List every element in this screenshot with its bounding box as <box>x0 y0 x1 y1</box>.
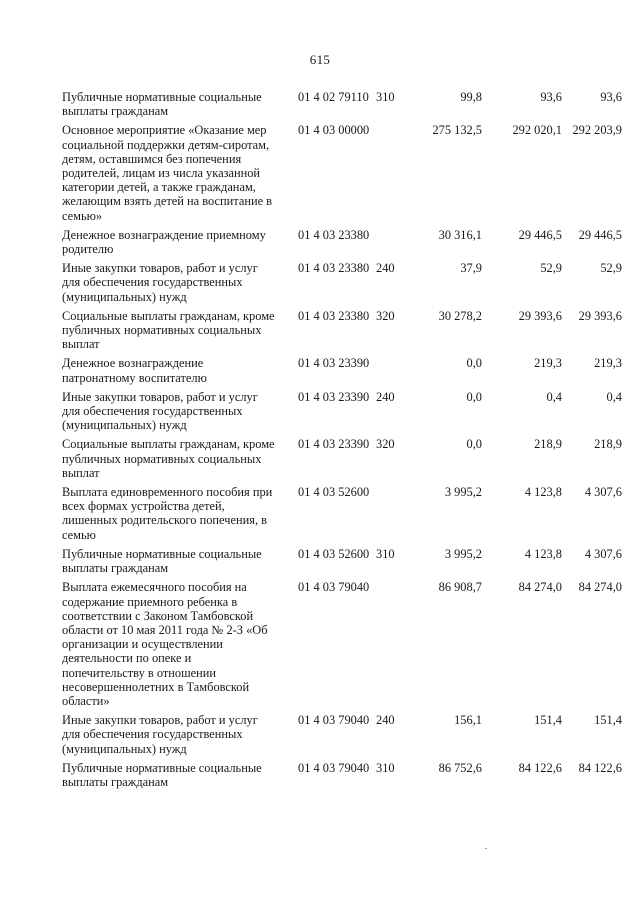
row-value-1: 0,0 <box>466 437 482 452</box>
scan-speck <box>485 848 487 849</box>
row-value-2: 84 274,0 <box>518 580 562 595</box>
row-value-2: 29 446,5 <box>518 227 562 242</box>
row-value-3: 0,4 <box>606 389 622 404</box>
row-code: 01 4 03 00000 <box>298 123 370 138</box>
budget-table <box>62 90 622 794</box>
row-expense-type: 240 <box>376 713 395 728</box>
row-value-1: 3 995,2 <box>444 546 482 561</box>
row-code: 01 4 03 23390 <box>298 389 370 404</box>
table-row <box>62 485 622 542</box>
row-name: Социальные выплаты гражданам, кроме публичных нормативных социальных выплат <box>62 308 275 352</box>
row-value-2: 0,4 <box>546 389 562 404</box>
row-value-3: 4 307,6 <box>584 546 622 561</box>
row-code: 01 4 03 23390 <box>298 437 370 452</box>
row-name: Выплата ежемесячного пособия на содержание приемного ребенка в соответствии с Законом Тамбовской области от 10 мая 2011 года № 2-З «Об организации и осуществлении деятельности по опеке и попечительству в отношении несовершеннолетних в Тамбовской области» <box>62 580 268 708</box>
row-code: 01 4 03 52600 <box>298 546 370 561</box>
row-value-2: 219,3 <box>534 356 562 371</box>
row-expense-type: 320 <box>376 437 395 452</box>
row-code: 01 4 03 52600 <box>298 485 370 500</box>
row-value-2: 84 122,6 <box>518 760 562 775</box>
row-value-2: 292 020,1 <box>512 123 562 138</box>
row-value-3: 29 393,6 <box>578 308 622 323</box>
row-value-3: 218,9 <box>594 437 622 452</box>
row-value-2: 4 123,8 <box>524 485 562 500</box>
row-name: Публичные нормативные социальные выплаты гражданам <box>62 90 262 119</box>
row-expense-type: 310 <box>376 90 395 104</box>
page-number: 615 <box>309 52 331 67</box>
row-value-3: 84 274,0 <box>578 580 622 595</box>
row-value-1: 99,8 <box>460 90 482 104</box>
row-name: Иные закупки товаров, работ и услуг для обеспечения государственных (муниципальных) нужд <box>62 713 258 756</box>
row-expense-type: 310 <box>376 760 395 775</box>
row-value-1: 275 132,5 <box>432 123 482 138</box>
row-value-3: 151,4 <box>594 713 622 728</box>
row-expense-type: 240 <box>376 389 395 404</box>
row-value-1: 37,9 <box>460 261 482 276</box>
row-value-2: 4 123,8 <box>524 546 562 561</box>
row-name: Выплата единовременного пособия при всех формах устройства детей, лишенных родительского попечения, в семью <box>62 485 273 542</box>
row-value-2: 218,9 <box>534 437 562 452</box>
row-value-3: 84 122,6 <box>578 760 622 775</box>
row-name: Социальные выплаты гражданам, кроме публичных нормативных социальных выплат <box>62 437 275 480</box>
row-code: 01 4 02 79110 <box>298 90 369 104</box>
row-value-3: 93,6 <box>600 90 622 104</box>
table-row <box>62 761 622 789</box>
row-expense-type: 320 <box>376 308 395 323</box>
table-row <box>62 437 622 480</box>
row-value-1: 30 278,2 <box>438 308 482 323</box>
table-row <box>62 356 622 384</box>
row-code: 01 4 03 23380 <box>298 308 370 323</box>
row-value-1: 30 316,1 <box>438 227 482 242</box>
row-name: Денежное вознаграждение патронатному воспитателю <box>62 356 207 385</box>
table-row <box>62 228 622 256</box>
row-value-1: 156,1 <box>454 713 482 728</box>
table-row <box>62 90 622 118</box>
row-value-3: 219,3 <box>594 356 622 371</box>
table-row <box>62 390 622 433</box>
row-value-1: 0,0 <box>466 389 482 404</box>
row-value-3: 292 203,9 <box>572 123 622 138</box>
row-code: 01 4 03 23380 <box>298 261 370 276</box>
row-value-3: 29 446,5 <box>578 227 622 242</box>
table-row <box>62 261 622 304</box>
row-code: 01 4 03 23380 <box>298 227 370 242</box>
table-row <box>62 713 622 756</box>
row-value-1: 0,0 <box>466 356 482 371</box>
row-value-2: 29 393,6 <box>518 308 562 323</box>
row-name: Иные закупки товаров, работ и услуг для обеспечения государственных (муниципальных) нужд <box>62 389 258 433</box>
row-value-2: 93,6 <box>540 90 562 104</box>
table-row <box>62 309 622 352</box>
row-name: Иные закупки товаров, работ и услуг для обеспечения государственных (муниципальных) нужд <box>62 261 258 304</box>
table-row <box>62 123 622 222</box>
row-name: Основное мероприятие «Оказание мер социальной поддержки детям-сиротам, детям, оставшимся без попечения родителей, лицам из числа указанной категории детей, а также гражданам, желающим взять детей на воспитание в семью» <box>62 123 273 223</box>
row-expense-type: 310 <box>376 546 395 561</box>
row-code: 01 4 03 79040 <box>298 713 370 728</box>
row-name: Денежное вознаграждение приемному родителю <box>62 227 266 257</box>
row-expense-type: 240 <box>376 261 395 276</box>
row-code: 01 4 03 79040 <box>298 760 370 775</box>
row-code: 01 4 03 23390 <box>298 356 370 371</box>
table-row <box>62 547 622 575</box>
row-value-2: 151,4 <box>534 713 562 728</box>
row-value-2: 52,9 <box>540 261 562 276</box>
row-name: Публичные нормативные социальные выплаты гражданам <box>62 546 262 576</box>
row-value-3: 52,9 <box>600 261 622 276</box>
table-row <box>62 580 622 708</box>
row-value-1: 86 752,6 <box>438 760 482 775</box>
row-value-1: 3 995,2 <box>444 485 482 500</box>
row-name: Публичные нормативные социальные выплаты гражданам <box>62 760 262 789</box>
row-value-1: 86 908,7 <box>438 580 482 595</box>
row-code: 01 4 03 79040 <box>298 580 370 595</box>
row-value-3: 4 307,6 <box>584 485 622 500</box>
